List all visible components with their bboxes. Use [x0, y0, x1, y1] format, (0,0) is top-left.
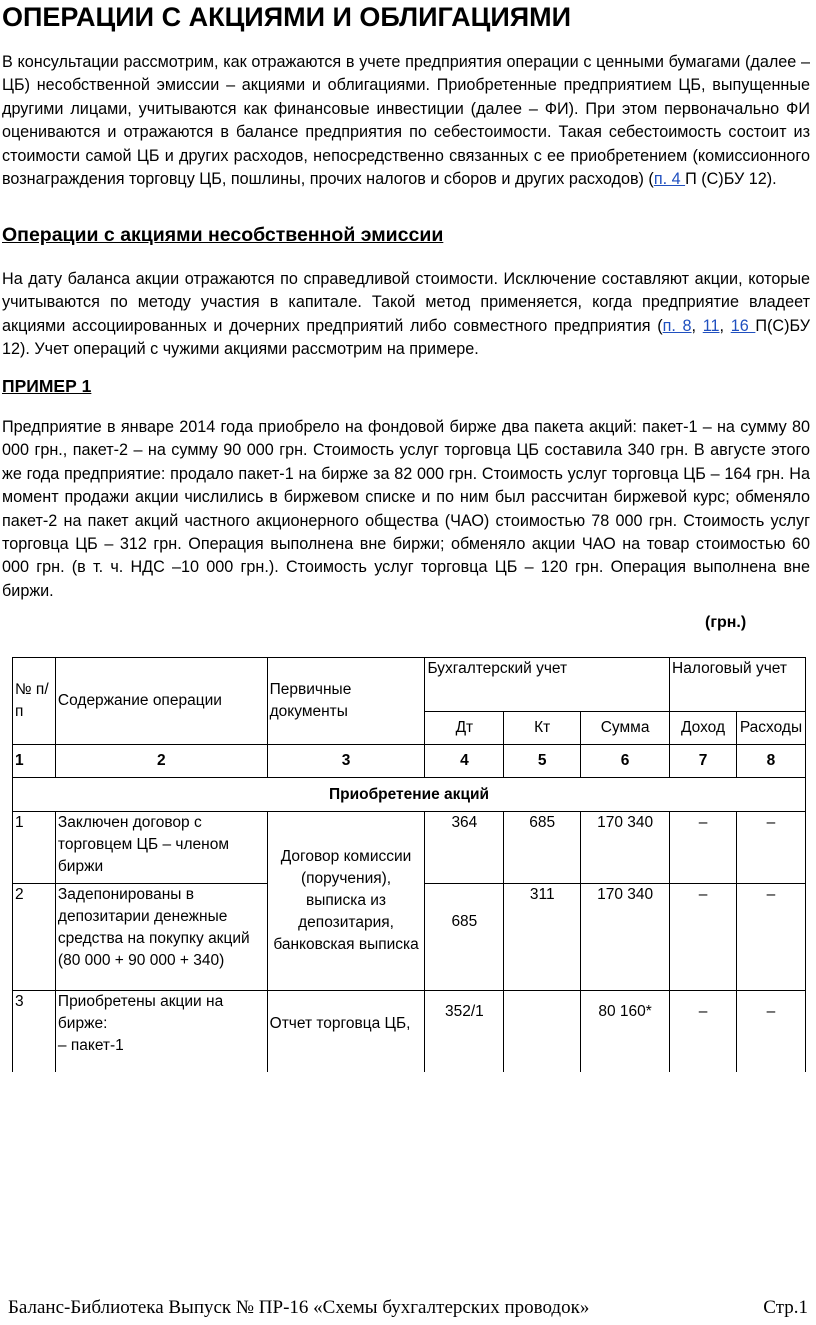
link-separator: ,: [691, 316, 703, 335]
link-11[interactable]: 11: [702, 316, 720, 335]
link-separator: ,: [719, 316, 731, 335]
row-kt: 685: [504, 812, 581, 884]
row-content: Заключен договор с торговцем ЦБ – членом биржи: [55, 812, 267, 884]
header-content: Содержание операции: [55, 658, 267, 745]
header-num: № п/п: [13, 658, 56, 745]
row-income: –: [670, 991, 737, 1073]
row-content-line: – пакет-1: [57, 1037, 124, 1054]
page-footer: [8, 1297, 808, 1319]
row-num: 1: [13, 812, 56, 884]
row-sum: 170 340: [581, 812, 670, 884]
table-header-row: [13, 658, 806, 712]
header-tax: Налоговый учет: [670, 658, 806, 712]
table-section-title: Приобретение акций: [13, 778, 806, 812]
intro-tail: П (С)БУ 12).: [685, 170, 777, 189]
section-title-row: [13, 778, 806, 812]
column-number: 2: [55, 745, 267, 778]
header-docs: Первичные документы: [267, 658, 425, 745]
row-docs: Отчет торговца ЦБ,: [267, 991, 425, 1073]
row-expense: –: [736, 812, 805, 884]
footer-page-number: Стр.1: [763, 1297, 808, 1318]
header-accounting: Бухгалтерский учет: [425, 658, 670, 712]
header-dt: Дт: [425, 712, 504, 745]
row-sum: 80 160*: [581, 991, 670, 1073]
row-dt: 352/1: [425, 991, 504, 1073]
intro-text: В консультации рассмотрим, как отражаются в учете предприятия операции с ценными бумагами (далее – ЦБ) несобственной эмиссии – акциями и облигациями. Приобретенные предприятием ЦБ, выпущенные другими лицами, учитываются как финансовые инвестиции (далее – ФИ). При этом первоначально ФИ оцениваются и отражаются в балансе предприятия по себестоимости. Такая себестоимость состоит из стоимости самой ЦБ и других расходов, непосредственно связанных с ее приобретением (комиссионного вознаграждения торговцу ЦБ, пошлины, прочих налогов и сборов и других расходов) (: [2, 53, 810, 189]
example-paragraph: Предприятие в январе 2014 года приобрело на фондовой бирже два пакета акций: пакет-1 – на сумму 80 000 грн., пакет-2 – на сумму 90 000 грн. Стоимость услуг торговца ЦБ составила 340 грн. В августе этого же года предприятие: продало пакет-1 на бирже за 82 000 грн. Стоимость услуг торговца ЦБ – 164 грн. На момент продажи акции числились в биржевом списке и по ним был рассчитан биржевой курс; обменяло пакет-2 на пакет акций частного акционерного общества (ЧАО) стоимостью 78 000 грн. Стоимость услуг торговца ЦБ – 312 грн. Операция выполнена вне биржи; обменяло акции ЧАО на товар стоимостью 60 000 грн. (в т. ч. НДС –10 000 грн.). Стоимость услуг торговца ЦБ – 120 грн. Операция выполнена вне биржи.: [2, 418, 810, 600]
page-title: ОПЕРАЦИИ С АКЦИЯМИ И ОБЛИГАЦИЯМИ: [2, 2, 572, 32]
row-income: –: [670, 884, 737, 991]
row-sum: 170 340: [581, 884, 670, 991]
section-heading-shares: Операции с акциями несобственной эмиссии: [2, 224, 444, 246]
table-row: [13, 812, 806, 884]
row-dt: [425, 884, 504, 991]
header-income: Доход: [670, 712, 737, 745]
row-content: Задепонированы в депозитарии денежные средства на покупку акций (80 000 + 90 000 + 340): [55, 884, 267, 991]
column-number: 8: [736, 745, 805, 778]
link-16[interactable]: 16: [730, 316, 756, 335]
header-kt: Кт: [504, 712, 581, 745]
link-p8[interactable]: п. 8: [662, 316, 692, 335]
row-num: 2: [13, 884, 56, 991]
column-number: 7: [670, 745, 737, 778]
row-dt-value: 685: [451, 913, 478, 930]
row-dt: 364: [425, 812, 504, 884]
section-tail: П(С)БУ 12). Учет операций с чужими акциями рассмотрим на примере.: [2, 316, 811, 359]
page-break-mask: [0, 1072, 816, 1325]
currency-unit: (грн.): [705, 614, 747, 631]
row-kt: [504, 991, 581, 1073]
footer-publication: Баланс-Библиотека Выпуск № ПР-16 «Схемы бухгалтерских проводок»: [8, 1297, 590, 1318]
row-num: 3: [13, 991, 56, 1073]
row-kt: 311: [504, 884, 581, 991]
operations-table: [12, 657, 806, 1073]
column-number: 3: [267, 745, 425, 778]
header-expense: Расходы: [736, 712, 805, 745]
section-text: На дату баланса акции отражаются по справедливой стоимости. Исключение составляют акции, которые учитываются по методу участия в капитале. Такой метод применяется, когда предприятие владеет акциями ассоциированных и дочерних предприятий либо совместного предприятия (: [2, 270, 810, 335]
column-number: 1: [13, 745, 56, 778]
section-paragraph: [2, 268, 810, 362]
row-expense: –: [736, 884, 805, 991]
row-expense: –: [736, 991, 805, 1073]
row-content-line: Приобретены акции на бирже:: [57, 993, 224, 1032]
column-number: 5: [504, 745, 581, 778]
row-content: [55, 991, 267, 1073]
column-numbers-row: [13, 745, 806, 778]
shared-docs: Договор комиссии (поручения), выписка из депозитария, банковская выписка: [267, 812, 425, 991]
header-sum: Сумма: [581, 712, 670, 745]
intro-paragraph: [2, 51, 810, 191]
table-row: [13, 991, 806, 1073]
column-number: 6: [581, 745, 670, 778]
link-p4[interactable]: п. 4: [653, 170, 686, 189]
example-heading: ПРИМЕР 1: [2, 376, 92, 396]
column-number: 4: [425, 745, 504, 778]
row-income: –: [670, 812, 737, 884]
